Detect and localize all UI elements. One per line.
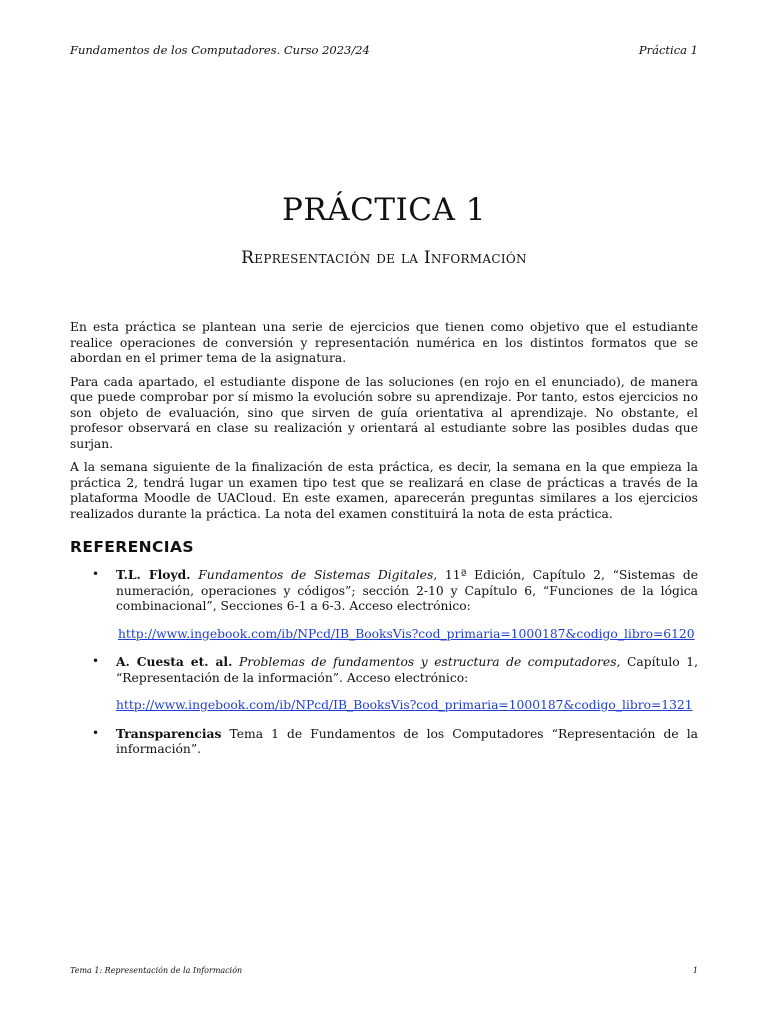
page-title: PRÁCTICA 1: [282, 192, 486, 228]
reference-title: Fundamentos de Sistemas Digitales,: [198, 568, 438, 582]
bullet-icon: •: [92, 654, 100, 668]
reference-details: 11ª Edición, Capítulo 2, “Sistemas de numeración, operaciones y códigos”; sección 2-10 y Capítulo 6, “Funciones de la lógica combinacional”, Secciones 6-1 a 6-3. Acceso electrónico:: [116, 568, 699, 613]
reference-link[interactable]: http://www.ingebook.com/ib/NPcd/IB_BooksVis?cod_primaria=1000187&codigo_libro=6120: [118, 626, 695, 641]
page-header: [70, 43, 698, 59]
reference-title: Problemas de fundamentos y estructura de computadores,: [238, 655, 621, 669]
page-footer: [70, 966, 698, 978]
paragraph: A la semana siguiente de la finalización de esta práctica, es decir, la semana en la que empieza la práctica 2, tendrá lugar un examen tipo test que se realizará en clase de prácticas a través de la plataforma Moodle de UACloud. En este examen, aparecerán preguntas similares a los ejercicios realizados durante la práctica. La nota del examen constituirá la nota de esta práctica.: [70, 460, 698, 521]
reference-text: [116, 726, 698, 758]
reference-author: Transparencias: [116, 725, 222, 741]
paragraph: En esta práctica se plantean una serie de ejercicios que tienen como objetivo que el estudiante realice operaciones de conversión y representación numérica en los distintos formatos que se abordan en el primer tema de la asignatura.: [70, 320, 698, 365]
reference-item: [70, 726, 698, 758]
intro-body: [70, 320, 698, 530]
reference-link[interactable]: http://www.ingebook.com/ib/NPcd/IB_BooksVis?cod_primaria=1000187&codigo_libro=1321: [116, 698, 693, 712]
reference-author: T.L. Floyd.: [116, 567, 191, 582]
references-list: [70, 567, 698, 758]
page-number: 1: [692, 966, 698, 975]
reference-text: [116, 654, 698, 686]
header-course: Fundamentos de los Computadores. Curso 2023/24: [70, 43, 370, 57]
reference-item: [70, 567, 698, 642]
reference-item: [70, 654, 698, 714]
reference-details: Capítulo 1, “Representación de la información”. Acceso electrónico:: [116, 655, 698, 685]
references-heading: REFERENCIAS: [70, 538, 194, 556]
header-practice: Práctica 1: [638, 43, 698, 57]
bullet-icon: •: [92, 725, 100, 740]
reference-details: Tema 1 de Fundamentos de los Computadores “Representación de la información”.: [116, 726, 698, 756]
reference-text: [116, 567, 698, 615]
paragraph: Para cada apartado, el estudiante dispone de las soluciones (en rojo en el enunciado), de manera que puede comprobar por sí mismo la evolución sobre su aprendizaje. Por tanto, estos ejercicios no son objeto de evaluación, sino que sirven de guía orientativa al aprendizaje. No obstante, el profesor observará en clase su realización y orientará al estudiante sobre las posibles dudas que surjan.: [70, 374, 698, 451]
reference-author: A. Cuesta et. al.: [116, 654, 233, 669]
page-subtitle: Representación de la Información: [241, 248, 527, 268]
footer-topic: Tema 1: Representación de la Información: [70, 966, 243, 975]
bullet-icon: •: [92, 567, 100, 581]
